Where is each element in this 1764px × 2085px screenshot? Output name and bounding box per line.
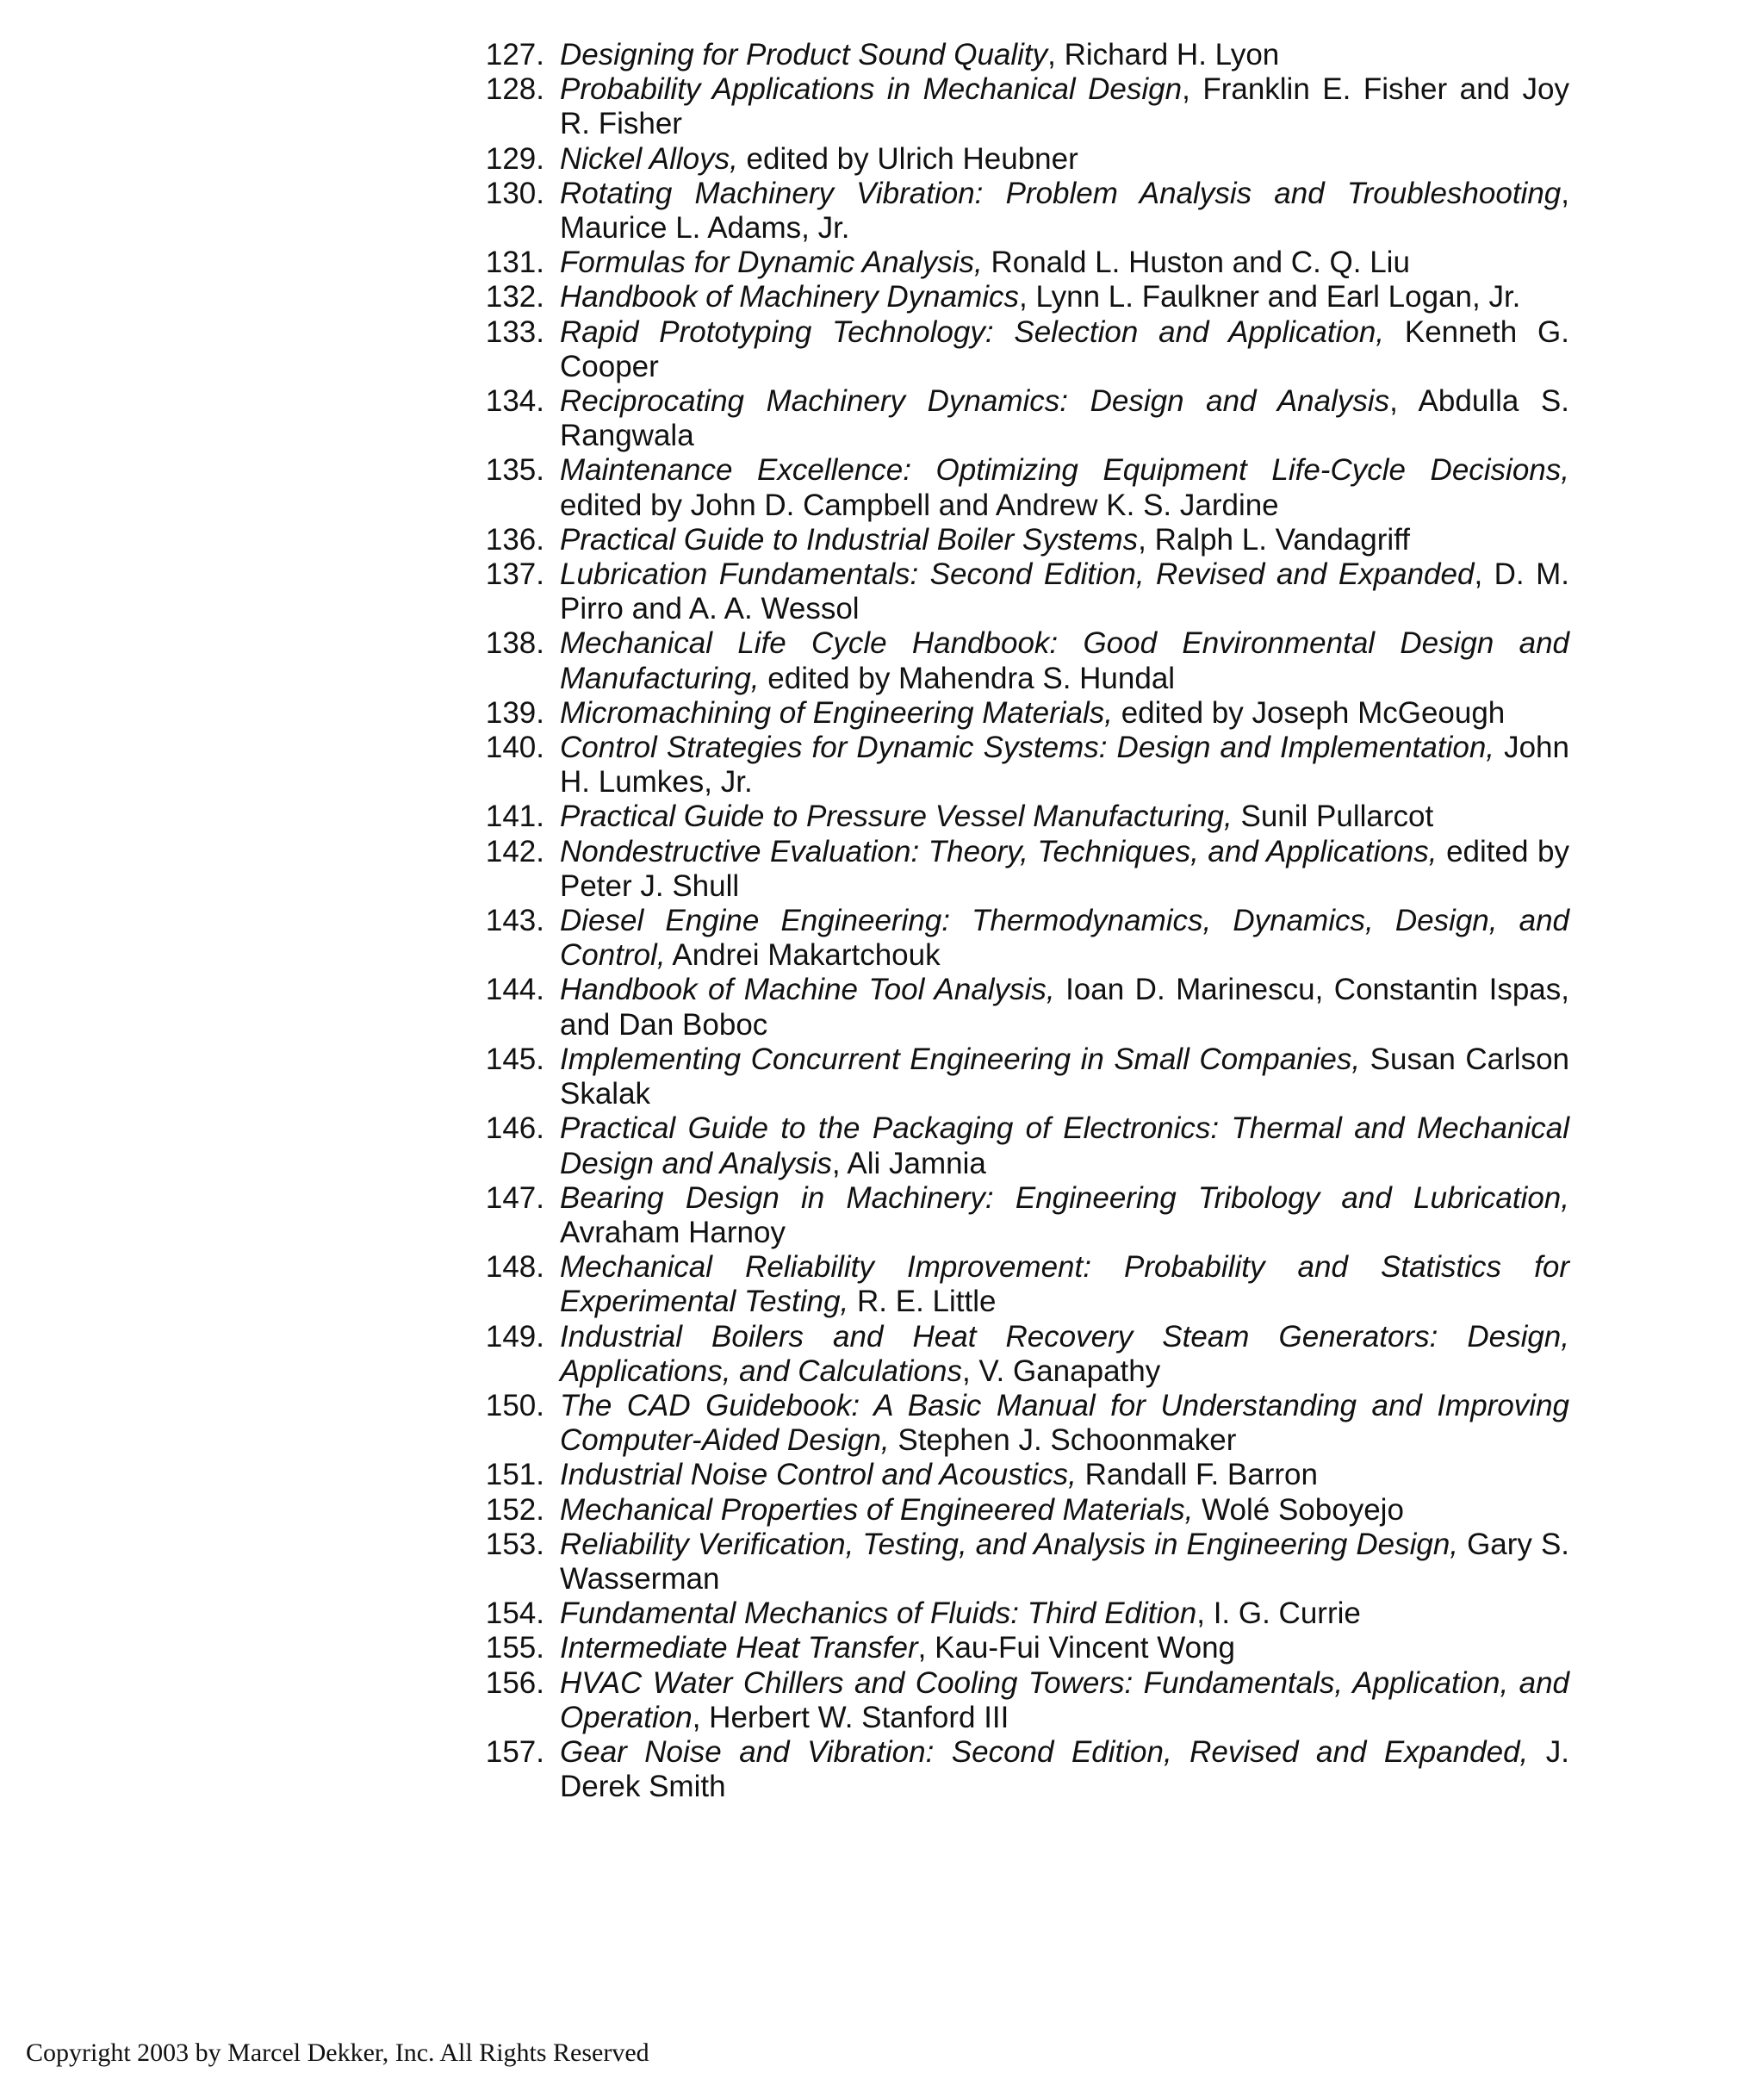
book-entry [465,72,1569,141]
entry-separator [890,1423,898,1457]
entry-title: The CAD Guidebook: A Basic Manual for Understanding and Improving Computer-Aided Design, [560,1388,1569,1458]
entry-author: Susan Carlson Skalak [560,1042,1569,1111]
entry-number: 135. [485,453,544,488]
entry-author: Lynn L. Faulkner and Earl Logan, Jr. [1035,280,1521,314]
book-entry [465,246,1569,280]
book-entry [465,1735,1569,1804]
entry-number: 131. [485,246,544,280]
entry-author: Ralph L. Vandagriff [1154,522,1410,557]
entry-author: I. G. Currie [1213,1596,1361,1631]
entry-title: Mechanical Reliability Improvement: Probability and Statistics for Experimental Testing, [560,1250,1569,1319]
entry-separator [1055,973,1065,1006]
entry-title: Lubrication Fundamentals: Second Edition, Revised and Expanded [560,557,1475,592]
book-entry [465,800,1569,834]
entry-number: 137. [485,557,544,592]
entry-title: Rapid Prototyping Technology: Selection and Application, [560,314,1385,349]
entry-title: Control Strategies for Dynamic Systems: Design and Implementation, [560,731,1495,765]
entry-author: Sunil Pullarcot [1240,800,1434,834]
entry-author: edited by John D. Campbell and Andrew K. S. Jardine [560,488,1279,522]
entry-number: 144. [485,973,544,1007]
entry-author: Kenneth G. Cooper [560,314,1569,383]
book-entry [465,1042,1569,1111]
entry-number: 127. [485,38,544,72]
entry-number: 153. [485,1527,544,1561]
entry-number: 129. [485,141,544,176]
entry-title: Mechanical Properties of Engineered Materials, [560,1492,1194,1527]
entry-title: Nondestructive Evaluation: Theory, Techniques, and Applications, [560,834,1438,868]
entry-author: V. Ganapathy [978,1354,1161,1388]
entry-title: Formulas for Dynamic Analysis, [560,246,983,280]
entry-title: Bearing Design in Machinery: Engineering Tribology and Lubrication, [560,1180,1569,1215]
book-series-list [465,38,1569,1804]
book-entry [465,1111,1569,1180]
entry-title: Reliability Verification, Testing, and Analysis in Engineering Design, [560,1527,1459,1561]
book-entry [465,1596,1569,1631]
entry-number: 132. [485,280,544,314]
entry-author: Randall F. Barron [1084,1458,1318,1492]
entry-number: 142. [485,834,544,868]
book-entry [465,38,1569,72]
entry-author: Andrei Makartchouk [672,938,941,973]
entry-title: Implementing Concurrent Engineering in Small Companies, [560,1042,1361,1076]
entry-title: Handbook of Machine Tool Analysis, [560,973,1055,1007]
entry-author: edited by Ulrich Heubner [746,141,1078,176]
entry-title: Reciprocating Machinery Dynamics: Design and Analysis [560,384,1390,419]
entry-separator [1077,1458,1085,1491]
entry-author: edited by Peter J. Shull [560,834,1569,903]
entry-number: 145. [485,1042,544,1076]
book-entry [465,384,1569,453]
book-entry [465,1666,1569,1735]
entry-title: Diesel Engine Engineering: Thermodynamics, Dynamics, Design, and Control, [560,904,1569,973]
entry-separator [1113,696,1121,730]
entry-number: 134. [485,384,544,419]
entry-number: 138. [485,626,544,661]
entry-title: Industrial Noise Control and Acoustics, [560,1458,1077,1492]
entry-title: Designing for Product Sound Quality [560,38,1048,72]
entry-number: 149. [485,1319,544,1354]
entry-number: 139. [485,695,544,730]
entry-number: 150. [485,1388,544,1422]
entry-author: Wolé Soboyejo [1202,1492,1404,1527]
entry-author: Ali Jamnia [847,1146,986,1180]
entry-author: D. M. Pirro and A. A. Wessol [560,557,1569,626]
book-entry [465,557,1569,626]
entry-separator [738,142,747,176]
book-entry [465,1458,1569,1492]
entry-number: 151. [485,1458,544,1492]
entry-separator: , [1389,384,1419,419]
entry-title: Mechanical Life Cycle Handbook: Good Environmental Design and Manufacturing, [560,626,1569,695]
entry-title: Industrial Boilers and Heat Recovery Steam Generators: Design, Applications, and Calculations [560,1319,1569,1388]
entry-separator [1528,1735,1545,1769]
entry-separator [848,1285,857,1318]
entry-separator: , [1561,176,1569,210]
entry-author: John H. Lumkes, Jr. [560,731,1569,800]
entry-author: Richard H. Lyon [1064,38,1280,72]
entry-separator [760,662,768,695]
book-entry [465,315,1569,384]
book-entry [465,453,1569,522]
book-entry [465,523,1569,557]
entry-author: Avraham Harnoy [560,1215,786,1249]
entry-separator [1384,315,1405,349]
entry-author: Ioan D. Marinescu, Constantin Ispas, and Dan Boboc [560,973,1569,1042]
entry-number: 148. [485,1250,544,1285]
entry-separator: , [961,1354,979,1388]
entry-separator: , [831,1146,848,1180]
entry-author: edited by Joseph McGeough [1121,695,1506,730]
entry-author: edited by Mahendra S. Hundal [767,661,1176,695]
copyright-footer: Copyright 2003 by Marcel Dekker, Inc. All Rights Reserved [26,2038,649,2067]
entry-author: Herbert W. Stanford III [709,1700,1009,1734]
book-entry [465,904,1569,973]
book-entry [465,973,1569,1042]
book-entry [465,696,1569,731]
entry-separator [1360,1042,1370,1076]
entry-number: 128. [485,72,544,107]
entry-title: HVAC Water Chillers and Cooling Towers: Fundamentals, Application, and Operation [560,1665,1569,1734]
entry-separator: , [1138,522,1155,557]
entry-separator [1193,1493,1202,1527]
entry-separator: , [692,1700,710,1734]
entry-separator: , [917,1631,935,1665]
entry-separator: , [1196,1596,1214,1631]
book-entry [465,1181,1569,1250]
book-entry [465,1493,1569,1528]
entry-separator [1458,1528,1467,1561]
entry-number: 130. [485,176,544,210]
entry-separator: , [1474,557,1494,592]
entry-author: Ronald L. Huston and C. Q. Liu [991,246,1410,280]
entry-number: 133. [485,314,544,349]
entry-title: Rotating Machinery Vibration: Problem Analysis and Troubleshooting [560,176,1562,210]
book-entry [465,731,1569,800]
entry-author: J. Derek Smith [560,1734,1569,1804]
entry-title: Practical Guide to Pressure Vessel Manufacturing, [560,800,1233,834]
entry-number: 143. [485,904,544,938]
book-entry [465,142,1569,177]
book-entry [465,835,1569,904]
entry-author: Franklin E. Fisher and Joy R. Fisher [560,72,1569,141]
entry-separator [1494,731,1504,764]
entry-author: Kau-Fui Vincent Wong [935,1631,1236,1665]
entry-separator [983,246,991,279]
entry-author: Abdulla S. Rangwala [560,384,1569,453]
entry-number: 147. [485,1180,544,1215]
book-entry [465,280,1569,314]
entry-title: Intermediate Heat Transfer [560,1631,918,1665]
entry-separator: , [1047,38,1065,72]
entry-separator: , [1019,280,1036,314]
entry-number: 146. [485,1111,544,1146]
entry-title: Maintenance Excellence: Optimizing Equipment Life-Cycle Decisions, [560,453,1569,488]
book-entry [465,1631,1569,1665]
entry-title: Nickel Alloys, [560,141,738,176]
book-entry [465,626,1569,695]
entry-number: 156. [485,1665,544,1700]
entry-title: Practical Guide to the Packaging of Electronics: Thermal and Mechanical Design and Analysis [560,1111,1569,1180]
entry-title: Practical Guide to Industrial Boiler Systems [560,522,1139,557]
entry-title: Handbook of Machinery Dynamics [560,280,1020,314]
book-entry [465,177,1569,246]
book-entry [465,1250,1569,1319]
entry-author: Stephen J. Schoonmaker [898,1423,1237,1458]
entry-number: 157. [485,1734,544,1769]
entry-number: 140. [485,731,544,765]
entry-author: R. E. Little [857,1285,997,1319]
book-entry [465,1528,1569,1596]
book-entry [465,1320,1569,1389]
book-entry [465,1389,1569,1458]
entry-number: 155. [485,1631,544,1665]
entry-title: Gear Noise and Vibration: Second Edition, Revised and Expanded, [560,1734,1529,1769]
entry-title: Probability Applications in Mechanical Design [560,72,1183,107]
entry-author: Maurice L. Adams, Jr. [560,211,850,246]
entry-author: Gary S. Wasserman [560,1527,1570,1596]
entry-title: Fundamental Mechanics of Fluids: Third Edition [560,1596,1197,1631]
entry-title: Micromachining of Engineering Materials, [560,695,1113,730]
entry-separator: , [1182,72,1203,107]
entry-number: 136. [485,522,544,557]
entry-number: 154. [485,1596,544,1631]
entry-separator [1438,835,1447,868]
entry-number: 141. [485,800,544,834]
entry-number: 152. [485,1492,544,1527]
entry-separator [1233,800,1241,833]
